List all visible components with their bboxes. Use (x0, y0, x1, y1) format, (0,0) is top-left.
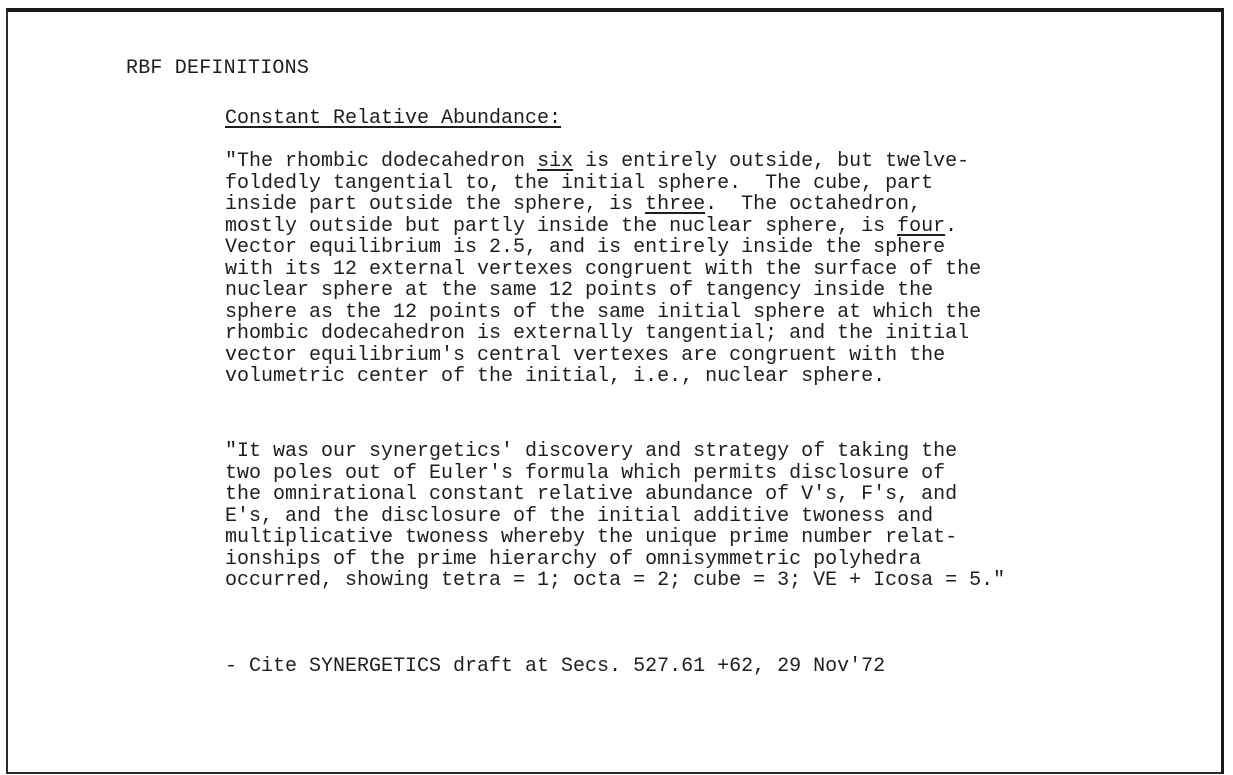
text-line: the omnirational constant relative abundance of V's, F's, and (225, 483, 958, 506)
text-segment: with its 12 external vertexes congruent with the surface of the (225, 257, 982, 281)
text-segment: Vector equilibrium is 2.5, and is entirely inside the sphere (225, 236, 946, 259)
definition-paragraph (225, 151, 981, 388)
text-segment: nuclear sphere at the same 12 points of tangency inside the (225, 279, 934, 302)
document-header: RBF DEFINITIONS (126, 57, 310, 80)
text-segment: . (945, 214, 958, 238)
text-line (225, 259, 981, 281)
text-line (225, 216, 981, 238)
text-line (225, 280, 981, 302)
text-segment: . The octahedron, (705, 193, 922, 216)
text-line: multiplicative twoness whereby the unique prime number relat- (225, 526, 958, 549)
text-segment: rhombic dodecahedron is externally tangential; and the initial (225, 322, 970, 345)
text-segment: foldedly tangential to, the initial sphere. The cube, part (225, 171, 934, 195)
text-line (225, 173, 981, 195)
text-segment: inside part outside the sphere, is (225, 193, 646, 216)
text-segment: sphere as the 12 points of the same initial sphere at which the (225, 300, 982, 324)
text-line (225, 302, 981, 324)
section-title: Constant Relative Abundance: (225, 107, 562, 130)
text-line: "It was our synergetics' discovery and strategy of taking the (225, 440, 958, 463)
text-line (225, 237, 981, 259)
underlined-word: four (897, 214, 946, 238)
text-line (225, 151, 981, 173)
text-line (225, 323, 981, 345)
text-line: two poles out of Euler's formula which permits disclosure of (225, 461, 946, 485)
text-line (225, 345, 981, 367)
text-segment: vector equilibrium's central vertexes are congruent with the (225, 343, 946, 367)
underlined-word: three (645, 193, 706, 216)
underlined-word: six (537, 150, 574, 173)
text-line (225, 366, 981, 388)
text-line (225, 194, 981, 216)
text-segment: "The rhombic dodecahedron (225, 150, 538, 173)
citation-line: - Cite SYNERGETICS draft at Secs. 527.61 +62, 29 Nov'72 (225, 655, 886, 678)
text-line: E's, and the disclosure of the initial additive twoness and (225, 504, 934, 528)
text-segment: is entirely outside, but twelve- (573, 150, 970, 173)
quote-paragraph (225, 441, 1005, 592)
text-segment: volumetric center of the initial, i.e., nuclear sphere. (225, 365, 886, 388)
text-line: ionships of the prime hierarchy of omnisymmetric polyhedra (225, 547, 922, 571)
text-line: occurred, showing tetra = 1; octa = 2; cube = 3; VE + Icosa = 5." (225, 569, 1006, 592)
text-segment: mostly outside but partly inside the nuclear sphere, is (225, 214, 898, 238)
